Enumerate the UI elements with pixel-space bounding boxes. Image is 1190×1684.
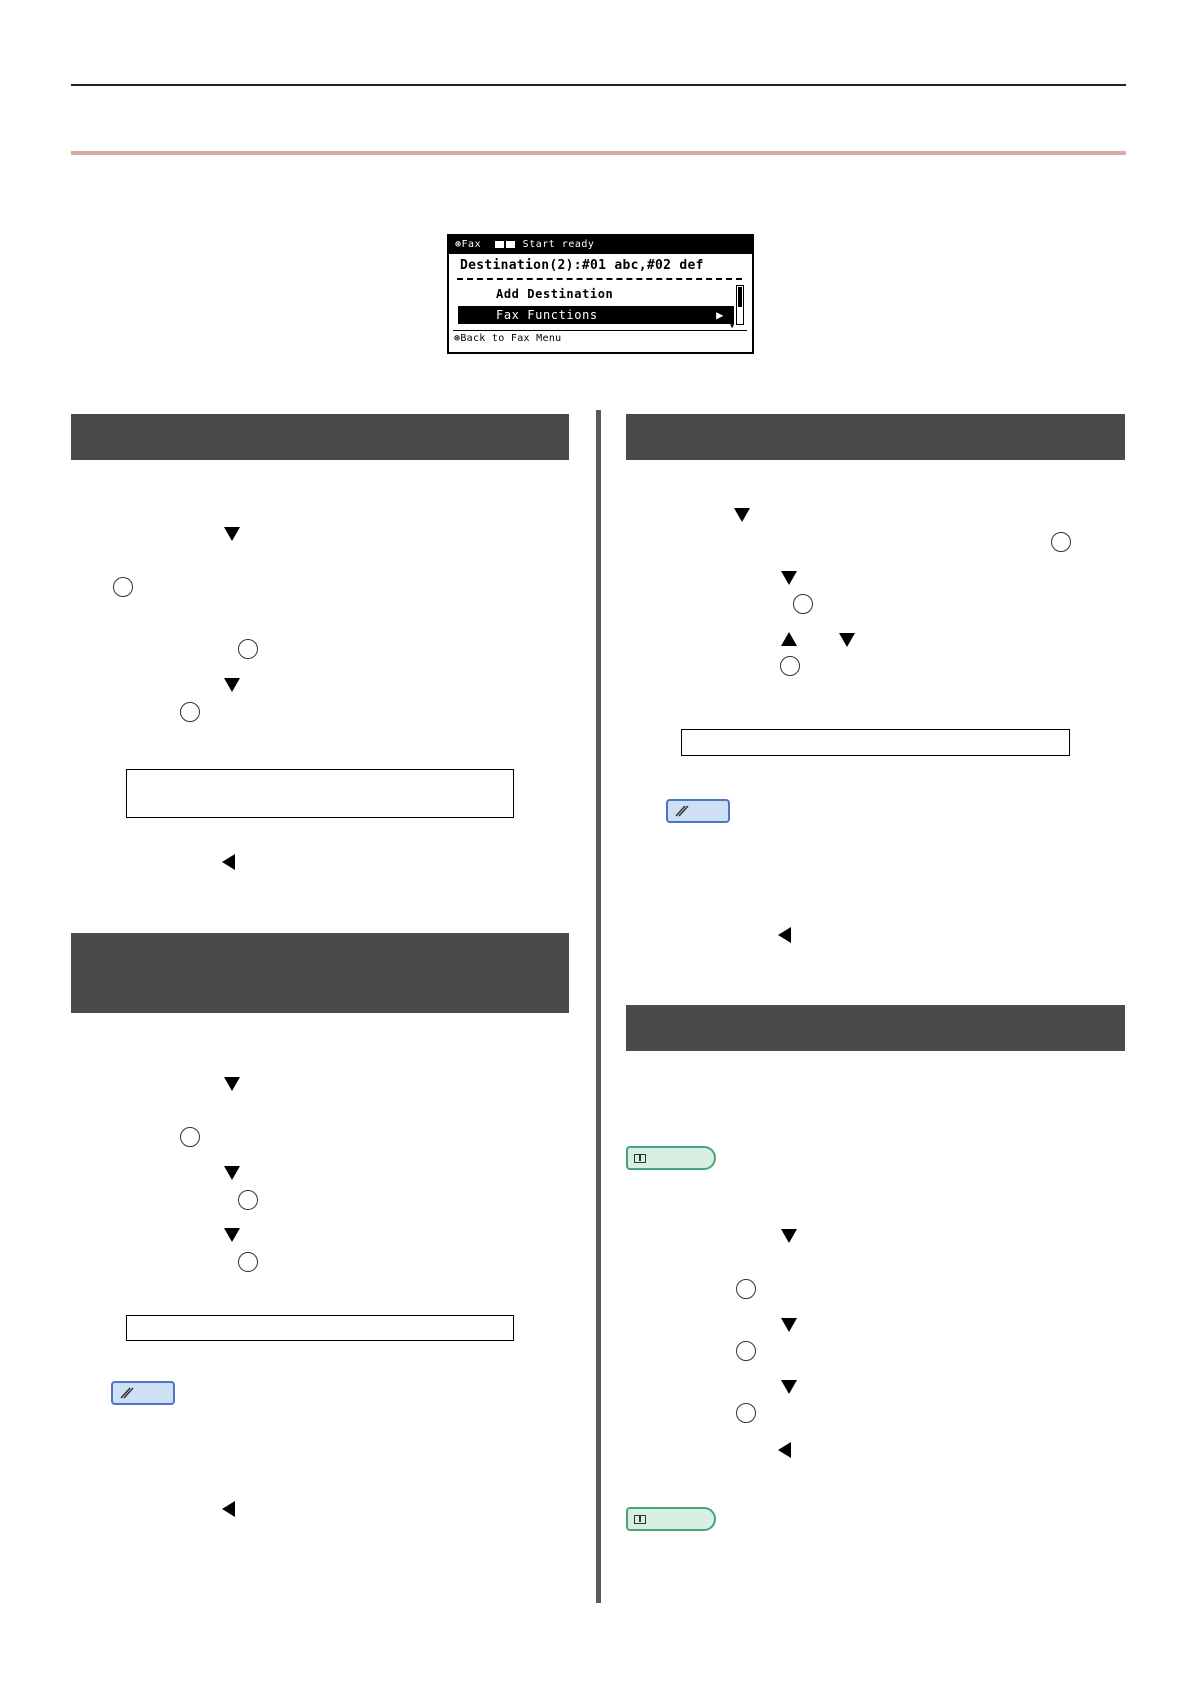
left-arrow-icon <box>778 1442 791 1458</box>
reference-badge <box>626 1507 716 1531</box>
ok-button-icon <box>238 1190 258 1210</box>
lcd-footer-divider <box>453 330 747 331</box>
lcd-footer-text: Back to Fax Menu <box>460 333 562 344</box>
lcd-screen <box>447 234 754 354</box>
up-arrow-icon <box>781 632 797 646</box>
book-icon <box>634 1515 646 1524</box>
pencil-icon <box>119 1386 135 1400</box>
ok-button-icon <box>113 577 133 597</box>
lcd-menu-item-add-destination[interactable]: Add Destination <box>496 287 614 301</box>
lcd-destination-line: Destination(2):#01 abc,#02 def <box>460 258 704 273</box>
header-rule <box>71 84 1126 86</box>
lcd-status-text: Start ready <box>522 239 595 250</box>
lcd-scrollbar[interactable] <box>736 285 744 325</box>
memo-badge <box>666 799 730 823</box>
section-header-1 <box>71 414 569 460</box>
screen-placeholder-box <box>681 729 1070 756</box>
lcd-footer <box>454 333 561 344</box>
lcd-footer-key-icon: ⊛ <box>455 239 462 250</box>
lcd-indicator-icon <box>495 241 504 248</box>
left-arrow-icon <box>778 927 791 943</box>
scroll-down-icon: ▼ <box>730 322 735 330</box>
down-arrow-icon <box>224 678 240 692</box>
down-arrow-icon <box>781 1229 797 1243</box>
down-arrow-icon <box>839 633 855 647</box>
down-arrow-icon <box>781 1318 797 1332</box>
ok-button-icon <box>180 1127 200 1147</box>
ok-button-icon <box>736 1341 756 1361</box>
lcd-indicator-icon <box>506 241 515 248</box>
title-underline <box>71 151 1126 155</box>
book-icon <box>634 1154 646 1163</box>
ok-button-icon <box>180 702 200 722</box>
back-key-icon: ⊛ <box>454 333 461 344</box>
down-arrow-icon <box>781 1380 797 1394</box>
screen-placeholder-box <box>126 1315 514 1341</box>
section-header-4 <box>626 1005 1125 1051</box>
left-arrow-icon <box>222 854 235 870</box>
down-arrow-icon <box>734 508 750 522</box>
ok-button-icon <box>793 594 813 614</box>
column-divider <box>596 410 601 1603</box>
arrow-right-icon: ▶ <box>716 308 724 322</box>
down-arrow-icon <box>224 1228 240 1242</box>
lcd-status-fax: Fax <box>461 239 482 250</box>
down-arrow-icon <box>781 571 797 585</box>
screen-placeholder-box <box>126 769 514 818</box>
lcd-menu-item-label: Fax Functions <box>496 308 598 322</box>
section-header-3 <box>626 414 1125 460</box>
ok-button-icon <box>1051 532 1071 552</box>
ok-button-icon <box>238 1252 258 1272</box>
lcd-menu-item-fax-functions[interactable] <box>458 306 734 324</box>
reference-badge <box>626 1146 716 1170</box>
ok-button-icon <box>736 1279 756 1299</box>
lcd-dashed-divider <box>457 278 742 280</box>
down-arrow-icon <box>224 527 240 541</box>
down-arrow-icon <box>224 1077 240 1091</box>
ok-button-icon <box>736 1403 756 1423</box>
pencil-icon <box>674 804 690 818</box>
down-arrow-icon <box>224 1166 240 1180</box>
lcd-status-bar <box>449 236 752 254</box>
section-header-2 <box>71 933 569 1013</box>
lcd-scroll-thumb[interactable] <box>738 287 742 307</box>
ok-button-icon <box>238 639 258 659</box>
ok-button-icon <box>780 656 800 676</box>
memo-badge <box>111 1381 175 1405</box>
left-arrow-icon <box>222 1501 235 1517</box>
